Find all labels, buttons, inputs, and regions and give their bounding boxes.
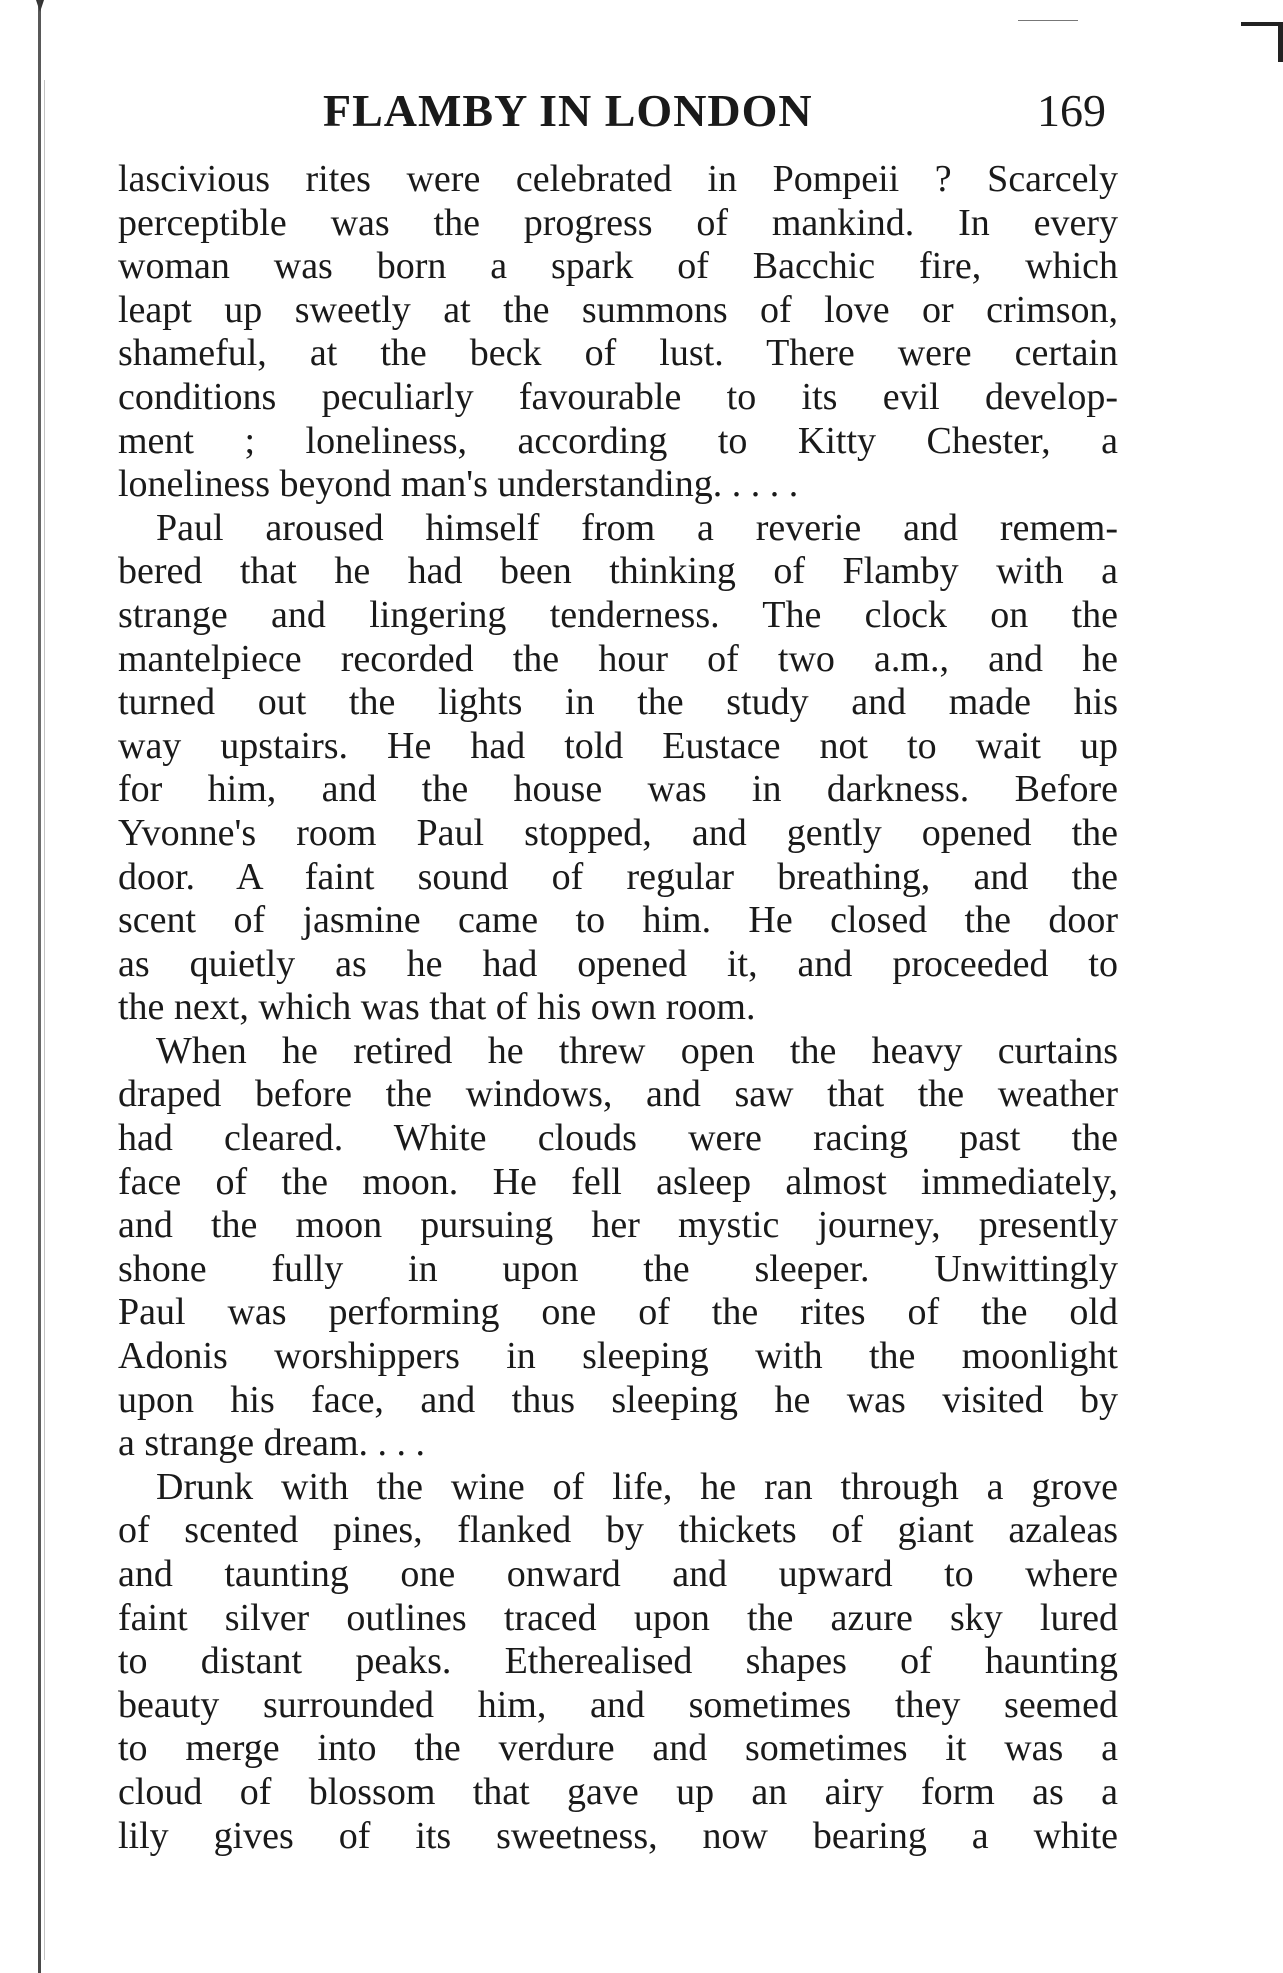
text-line: mantelpiece recorded the hour of two a.m., and he (118, 637, 1118, 680)
scan-dash (1018, 20, 1078, 21)
page-edge-shadow (38, 0, 41, 1973)
text-line: bered that he had been thinking of Flamby with a (118, 550, 1118, 593)
text-line: draped before the windows, and saw that the weather (118, 1073, 1118, 1116)
body-text (118, 158, 1118, 1858)
text-line: to merge into the verdure and sometimes it was a (118, 1727, 1118, 1770)
text-line: ment ; loneliness, according to Kitty Chester, a (118, 419, 1118, 462)
text-line: a strange dream. . . . (118, 1422, 426, 1465)
text-line: to distant peaks. Etherealised shapes of haunting (118, 1640, 1118, 1683)
running-head: FLAMBY IN LONDON (323, 85, 813, 136)
paragraph-first-line: Drunk with the wine of life, he ran through a grove (156, 1465, 1118, 1508)
text-line: conditions peculiarly favourable to its evil develop- (118, 375, 1118, 418)
text-line: lascivious rites were celebrated in Pompeii ? Scarcely (118, 158, 1118, 200)
corner-crop-mark-vertical (1278, 22, 1283, 62)
text-line: Yvonne's room Paul stopped, and gently opened the (118, 811, 1118, 854)
page-edge-line (44, 80, 45, 1960)
paragraph-first-line: When he retired he threw open the heavy curtains (156, 1029, 1118, 1072)
text-line: face of the moon. He fell asleep almost immediately, (118, 1160, 1118, 1203)
text-line: Paul was performing one of the rites of the old (118, 1291, 1118, 1334)
text-line: faint silver outlines traced upon the azure sky lured (118, 1596, 1118, 1639)
text-line: shameful, at the beck of lust. There were certain (118, 332, 1118, 375)
page-number: 169 (1037, 85, 1106, 136)
text-line: way upstairs. He had told Eustace not to wait up (118, 724, 1118, 767)
text-line: and taunting one onward and upward to where (118, 1553, 1118, 1595)
text-line: loneliness beyond man's understanding. . . . . (118, 463, 799, 506)
text-line: had cleared. White clouds were racing past the (118, 1117, 1118, 1160)
text-line: the next, which was that of his own room. (118, 986, 756, 1029)
paragraph-first-line: Paul aroused himself from a reverie and remem- (156, 506, 1118, 549)
text-line: of scented pines, flanked by thickets of giant azaleas (118, 1509, 1118, 1552)
page-header (118, 84, 1118, 144)
text-line: woman was born a spark of Bacchic fire, which (118, 245, 1118, 288)
text-line: turned out the lights in the study and made his (118, 681, 1118, 724)
text-line: upon his face, and thus sleeping he was visited by (118, 1378, 1118, 1421)
text-line: scent of jasmine came to him. He closed the door (118, 899, 1118, 942)
text-line: and the moon pursuing her mystic journey, presently (118, 1204, 1118, 1247)
text-line: strange and lingering tenderness. The clock on the (118, 593, 1118, 636)
text-line: door. A faint sound of regular breathing, and the (118, 855, 1118, 898)
text-line: leapt up sweetly at the summons of love or crimson, (118, 288, 1118, 331)
corner-crop-mark (1241, 22, 1283, 26)
text-line: Adonis worshippers in sleeping with the moonlight (118, 1335, 1118, 1378)
text-line: as quietly as he had opened it, and proceeded to (118, 942, 1118, 985)
text-line: shone fully in upon the sleeper. Unwittingly (118, 1247, 1118, 1290)
text-line: cloud of blossom that gave up an airy form as a (118, 1770, 1118, 1813)
text-line: for him, and the house was in darkness. Before (118, 768, 1118, 811)
text-line: beauty surrounded him, and sometimes they seemed (118, 1683, 1118, 1726)
text-line: lily gives of its sweetness, now bearing a white (118, 1814, 1118, 1857)
text-line: perceptible was the progress of mankind. In every (118, 201, 1118, 244)
